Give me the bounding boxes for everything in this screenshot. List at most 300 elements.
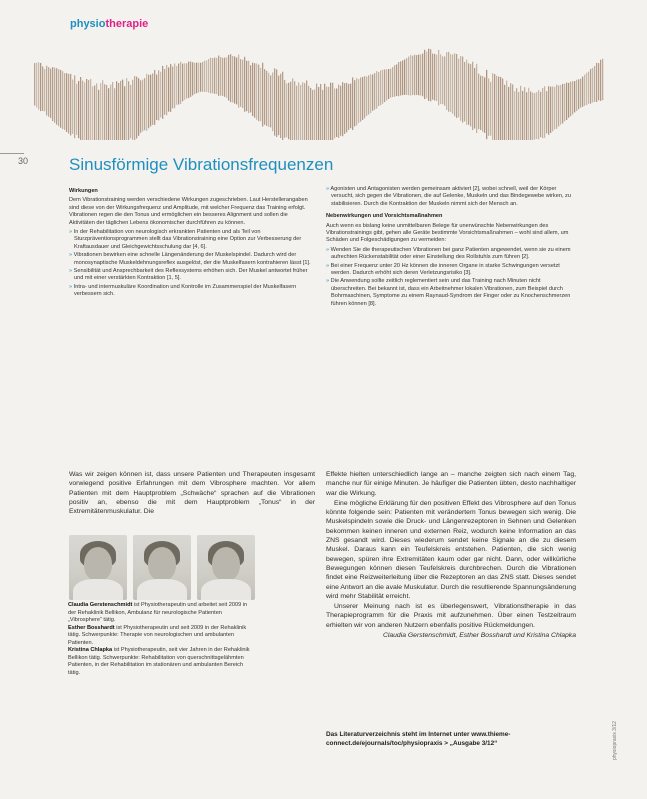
- spectrum-bar: [300, 85, 301, 140]
- section-label-part2: therapie: [105, 18, 149, 30]
- spectrum-bar: [356, 78, 357, 125]
- right-col-top-list: [326, 186, 576, 208]
- spectrum-bar: [202, 62, 203, 92]
- spectrum-bar: [216, 58, 217, 94]
- spectrum-bar: [140, 80, 141, 132]
- spectrum-bar: [334, 89, 335, 139]
- spectrum-bar: [264, 69, 265, 125]
- spectrum-bar: [148, 75, 149, 129]
- spectrum-bar: [342, 82, 343, 136]
- author-photo-1: [69, 535, 127, 600]
- spectrum-bar: [126, 78, 127, 140]
- spectrum-bar: [310, 88, 311, 140]
- author-caption: [68, 602, 253, 677]
- section-label-part1: physio: [70, 18, 106, 30]
- spectrum-bar: [382, 70, 383, 104]
- spectrum-bar: [210, 58, 211, 94]
- spectrum-bar: [192, 62, 193, 95]
- spectrum-bar: [176, 66, 177, 105]
- spectrum-bar: [554, 87, 555, 129]
- spectrum-bar: [484, 77, 485, 132]
- spectrum-bar: [118, 83, 119, 140]
- spectrum-bar: [298, 82, 299, 140]
- spectrum-bar: [388, 69, 389, 99]
- spectrum-bar: [512, 84, 513, 140]
- caption-text: ist Physiotherapeutin und seit 2009 in der Rehaklinik tätig. Schwerpunkte: Therapie von neurologischen und ambulanten Patienten.: [68, 624, 247, 646]
- spectrum-bar: [46, 66, 47, 116]
- spectrum-bar: [578, 79, 579, 109]
- article-title: Sinusförmige Vibrationsfrequenzen: [69, 155, 334, 174]
- spectrum-bar: [56, 68, 57, 125]
- spectrum-bar: [204, 61, 205, 92]
- left-info-column: [69, 186, 313, 300]
- spectrum-bar: [48, 67, 49, 117]
- spectrum-bar: [134, 76, 135, 140]
- spectrum-bar: [506, 80, 507, 140]
- spectrum-bar: [244, 57, 245, 112]
- spectrum-bar: [256, 64, 257, 120]
- spectrum-bar: [110, 85, 111, 140]
- spectrum-bar: [44, 69, 45, 111]
- caption-entry: [68, 647, 253, 677]
- spectrum-bar: [160, 72, 161, 118]
- spectrum-bar: [376, 71, 377, 109]
- spectrum-bar: [174, 63, 175, 108]
- spectrum-bar: [130, 85, 131, 138]
- spectrum-bar: [586, 73, 587, 105]
- body-paragraph: Effekte hielten unterschiedlich lange an – manche zeigten sich nach einem Tag, manche nur für einige Minuten. Je häufiger die Patienten übten, desto nachhaltiger war die Wirkung.: [326, 471, 576, 497]
- spectrum-bar: [72, 79, 73, 133]
- spectrum-bar: [570, 82, 571, 117]
- spectrum-bar: [94, 85, 95, 140]
- right-col-intro: Auch wenn es bislang keine unmittelbaren Belege für unerwünschte Nebenwirkungen des Vibrationstrainings gibt, gehen alle Geräte bestimmte Vorsichtsmaßnahmen – wohl sind allem, um Schäden und Folgeschädigungen zu vermeiden:: [326, 222, 569, 244]
- spectrum-bar: [340, 86, 341, 136]
- spectrum-bar: [320, 84, 321, 140]
- spectrum-bar: [520, 86, 521, 140]
- spectrum-bar: [486, 70, 487, 139]
- spectrum-bar: [412, 56, 413, 95]
- spectrum-bar: [454, 53, 455, 116]
- spectrum-bar: [180, 62, 181, 104]
- spectrum-bar: [434, 54, 435, 101]
- left-col-list: [69, 229, 313, 299]
- spectrum-bar: [378, 72, 379, 106]
- body-paragraph: Eine mögliche Erklärung für den positiven Effekt des Vibrosphere auf den Tonus könnte folgende sein: Patienten mit verändertem Tonus bewegen sich wenig. Die Muskelspindeln sowie die Druck- und Längenrezeptoren in Sehnen und Gelenken bekommen keinen inneren und externen Reiz, wodurch keine Information an das ZNS gesandt wird. Dieses wiederum sendet keine Signale an die zu diesem Muskel. Daraus kann ein Teufelskreis entstehen. Patienten, die sich wenig bewegen, spüren ihre Extremitäten kaum oder gar nicht. Dann, oder willkürliche Bewegungen können diesen Teufelskreis durchbrechen. Durch die Vibrationen findet eine Reizweiterleitung über die Rezeptoren an das ZNS statt. Dieses sendet eine Antwort an die avale Muskulatur. Durch die resultierende Spannungsänderung wird mehr Stabilität erreicht.: [326, 499, 576, 600]
- spectrum-bar: [190, 62, 191, 97]
- spectrum-bar: [490, 82, 491, 136]
- spectrum-bar: [562, 84, 563, 124]
- spectrum-bar: [504, 85, 505, 140]
- spectrum-bar: [116, 81, 117, 140]
- spectrum-bar: [166, 65, 167, 115]
- spectrum-bar: [450, 54, 451, 112]
- spectrum-bar: [398, 62, 399, 96]
- spectrum-bar: [316, 84, 317, 140]
- spectrum-bar: [336, 88, 337, 137]
- right-info-column: [326, 186, 576, 309]
- spectrum-bar: [282, 72, 283, 140]
- spectrum-bar: [78, 81, 79, 138]
- spectrum-bar: [502, 79, 503, 140]
- spectrum-bar: [348, 84, 349, 130]
- spectrum-bar: [414, 55, 415, 95]
- spectrum-bar: [250, 65, 251, 112]
- spectrum-bar: [558, 85, 559, 126]
- spectrum-bar: [552, 87, 553, 132]
- spectrum-bar: [410, 55, 411, 96]
- spectrum-bar: [248, 61, 249, 113]
- spectrum-bar: [76, 84, 77, 135]
- spectrum-bar: [214, 58, 215, 94]
- spectrum-bar: [108, 88, 109, 140]
- spectrum-bar: [540, 92, 541, 137]
- spectrum-bar: [182, 64, 183, 102]
- main-text-right: [326, 470, 576, 641]
- spectrum-bar: [272, 72, 273, 131]
- spectrum-bar: [368, 75, 369, 114]
- spectrum-bar: [124, 86, 125, 140]
- spectrum-bar: [114, 88, 115, 140]
- spectrum-bar: [546, 91, 547, 133]
- spectrum-bar: [138, 78, 139, 136]
- spectrum-bar: [452, 54, 453, 113]
- spectrum-bar: [196, 63, 197, 94]
- spectrum-bar: [102, 80, 103, 140]
- spectrum-bar: [422, 54, 423, 97]
- spectrum-bar: [440, 54, 441, 104]
- spectrum-bar: [574, 81, 575, 112]
- spectrum-bar: [230, 54, 231, 102]
- spectrum-bar: [386, 69, 387, 100]
- spectrum-bar: [306, 80, 307, 140]
- spectrum-bar: [394, 65, 395, 97]
- spectrum-bar: [58, 69, 59, 126]
- spectrum-bar: [84, 82, 85, 140]
- spectrum-bar: [158, 70, 159, 120]
- spectrum-bar: [514, 91, 515, 140]
- spectrum-bar: [470, 64, 471, 126]
- spectrum-bar: [374, 73, 375, 109]
- spectrum-bar: [184, 63, 185, 99]
- spectrum-bar: [286, 83, 287, 137]
- caption-text: ist Physiotherapeutin, seit vier Jahren in der Rehaklinik Bellikon tätig. Schwerpunkte: Rehabilitation von querschnittsgelähmten Patienten, in der Rehabilitation im stationären und ambulanten Bereich tätig.: [68, 647, 250, 676]
- spectrum-bar: [566, 83, 567, 120]
- body-paragraph: Unserer Meinung nach ist es überlegenswert, Vibrationstherapie in das Therapieprogramm für die Praxis mit aufzunehmen. Über einen Testzeitraum erhielten wir von anderen Nutzern ebenfalls positive Rückmeldungen.: [326, 603, 576, 629]
- spectrum-bar: [290, 82, 291, 140]
- spectrum-bar: [408, 57, 409, 96]
- spectrum-bar: [170, 64, 171, 112]
- list-item: » Die Anwendung sollte zeitlich reglementiert sein und das Training nach Minuten nicht überschreiten. Bei bekannt ist, dass ein Arbeitnehmer lokalen Vibrationen, zum Beispiel durch Bohrmaschinen, Symptome zu einem Raynaud-Syndrom der Finger oder zu Knochenschmerzen führen können [8].: [326, 278, 576, 308]
- caption-name: Kristina Chlapka: [68, 647, 113, 653]
- spectrum-bar: [384, 69, 385, 102]
- spectrum-bar: [396, 64, 397, 96]
- spectrum-bar: [70, 74, 71, 136]
- spectrum-bar: [406, 58, 407, 95]
- spectrum-bar: [288, 83, 289, 139]
- spectrum-bar: [328, 87, 329, 140]
- spectrum-bar: [476, 64, 477, 133]
- spectrum-bar: [268, 73, 269, 127]
- spectrum-bar: [360, 77, 361, 121]
- spectrum-bar: [200, 63, 201, 92]
- left-col-heading: Wirkungen: [69, 188, 98, 194]
- spectrum-wave-image: [34, 40, 604, 140]
- spectrum-bar: [82, 81, 83, 140]
- spectrum-bar: [496, 76, 497, 140]
- spectrum-bar: [366, 77, 367, 116]
- spectrum-bar: [436, 55, 437, 101]
- spectrum-bar: [66, 73, 67, 132]
- spectrum-bar: [90, 79, 91, 140]
- list-item: » Bei einer Frequenz unter 20 Hz können die inneren Organe in starke Schwingungen versetzt werden. Dadurch erhöht sich deren Verletzungsrisiko [3].: [326, 263, 576, 278]
- list-item: » In der Rehabilitation von neurologisch erkrankten Patienten und als Teil von Sturzpräventionsprogrammen stellt das Vibrationstraining eine Option zur Verbesserung der Kraftausdauer und Gleichgewichtsschulung dar [4, 6].: [69, 229, 313, 251]
- caption-name: Esther Bosshardt: [68, 624, 115, 631]
- spectrum-bar: [222, 58, 223, 96]
- spectrum-bar: [156, 75, 157, 120]
- list-item: » Intra- und intermuskuläre Koordination und Kontrolle im Zusammenspiel der Muskelfasern verbessern sich.: [69, 284, 313, 299]
- spectrum-bar: [364, 76, 365, 118]
- spectrum-bar: [144, 78, 145, 130]
- spectrum-bar: [92, 86, 93, 140]
- spectrum-bar: [560, 85, 561, 125]
- spectrum-bar: [474, 68, 475, 129]
- spectrum-bar: [314, 89, 315, 140]
- spectrum-bar: [594, 66, 595, 102]
- spectrum-bar: [62, 71, 63, 129]
- spectrum-bar: [392, 67, 393, 97]
- spectrum-bar: [446, 52, 447, 110]
- spectrum-bar: [428, 49, 429, 101]
- spectrum-bar: [128, 81, 129, 140]
- spectrum-bar: [296, 86, 297, 140]
- author-signature: Claudia Gerstenschmidt, Esther Bosshardt und Kristina Chlapka: [382, 632, 576, 640]
- spectrum-bar: [168, 67, 169, 111]
- spectrum-bar: [240, 59, 241, 107]
- spectrum-bar: [462, 57, 463, 123]
- spectrum-bar: [246, 61, 247, 111]
- spectrum-bar: [532, 93, 533, 140]
- left-col-intro: Dem Vibrationstraining werden verschiedene Wirkungen zugeschrieben. Laut Herstellerangaben sind diese von der Wirkungsfrequenz und Amplitude, mit welcher Frequenz das Training erfolgt. Vibrationen regen die den Tonus und ermöglichen ein besseres Alignment und sollen die Aktivitäten der täglichen Lebens ökonomischer durchführen zu können.: [69, 197, 308, 226]
- spectrum-bar: [206, 60, 207, 91]
- caption-name: Claudia Gerstenschmidt: [68, 602, 133, 608]
- spectrum-bar: [420, 54, 421, 95]
- list-item: » Vibrationen bewirken eine schnelle Längenänderung der Muskelspindel. Dadurch wird der monosynaptische Muskeldehnungsreflex ausgelöst, der die Muskelfasern kontrahieren lässt [1].: [69, 252, 313, 267]
- spectrum-bar: [358, 79, 359, 123]
- spectrum-bar: [538, 90, 539, 139]
- spectrum-bar: [212, 58, 213, 93]
- spectrum-bar: [120, 81, 121, 140]
- spectrum-bar: [550, 87, 551, 133]
- caption-entry: [68, 602, 253, 625]
- spectrum-bar: [362, 77, 363, 120]
- spectrum-bar: [448, 52, 449, 112]
- spectrum-bar: [438, 50, 439, 105]
- spectrum-bar: [548, 86, 549, 135]
- spectrum-bar: [588, 72, 589, 104]
- spectrum-bar: [390, 69, 391, 98]
- spectrum-bar: [208, 59, 209, 93]
- spectrum-bar: [226, 57, 227, 98]
- spectrum-bar: [346, 83, 347, 132]
- spectrum-bar: [596, 63, 597, 102]
- spectrum-bar: [352, 77, 353, 130]
- spectrum-bar: [564, 84, 565, 122]
- spectrum-bar: [510, 83, 511, 140]
- spectrum-bar: [426, 52, 427, 99]
- spectrum-bar: [472, 62, 473, 130]
- spectrum-bar: [592, 68, 593, 103]
- spectrum-bar: [270, 75, 271, 127]
- spectrum-bar: [370, 74, 371, 113]
- spectrum-bar: [254, 63, 255, 118]
- list-item: » Wenden Sie die therapeutischen Vibrationen bei ganz Patienten angewendet, wenn sie zu einem aufrechten Rückenstabilität oder einer Einstellung des Rollstuhls zum führen [2].: [326, 247, 576, 262]
- spectrum-bar: [534, 93, 535, 139]
- spectrum-bar: [460, 56, 461, 121]
- author-photo-2: [133, 535, 191, 600]
- spectrum-bar: [266, 71, 267, 126]
- spectrum-bar: [478, 74, 479, 129]
- spectrum-bar: [488, 79, 489, 136]
- caption-entry: [68, 625, 253, 648]
- spectrum-bar: [218, 56, 219, 96]
- spectrum-bar: [430, 49, 431, 101]
- spectrum-bar: [400, 61, 401, 95]
- spectrum-bar: [466, 60, 467, 125]
- spectrum-bar: [312, 90, 313, 140]
- spectrum-bar: [464, 62, 465, 122]
- spectrum-bar: [602, 59, 603, 100]
- spectrum-bar: [258, 65, 259, 122]
- spectrum-bar: [40, 63, 41, 111]
- main-text-left: [69, 470, 315, 517]
- spectrum-bar: [354, 80, 355, 126]
- spectrum-bar: [444, 56, 445, 105]
- spectrum-bar: [584, 75, 585, 106]
- page-edge-mark: [0, 153, 24, 154]
- spectrum-bar: [332, 83, 333, 140]
- spectrum-bar: [468, 63, 469, 124]
- spectrum-bar: [498, 77, 499, 140]
- spectrum-bar: [482, 76, 483, 132]
- spectrum-bar: [416, 55, 417, 95]
- spectrum-bar: [242, 60, 243, 108]
- spectrum-bar: [518, 92, 519, 140]
- spectrum-bar: [104, 84, 105, 140]
- spectrum-bar: [220, 57, 221, 95]
- spectrum-bar: [404, 59, 405, 94]
- spectrum-bar: [418, 55, 419, 96]
- spectrum-bar: [36, 63, 37, 108]
- spectrum-bar: [324, 84, 325, 140]
- spectrum-bar: [194, 63, 195, 94]
- spectrum-bar: [326, 87, 327, 140]
- spectrum-bar: [60, 70, 61, 128]
- spectrum-bar: [236, 58, 237, 105]
- spectrum-bar: [590, 69, 591, 104]
- spectrum-bar: [480, 76, 481, 130]
- spectrum-bar: [186, 63, 187, 98]
- spectrum-bar: [516, 88, 517, 140]
- list-item: » Agonisten und Antagonisten werden gemeinsam aktiviert [2], wobei schnell, weil der Körper versucht, sich gegen die Vibrationen, die auf Gelenke, Muskeln und das Bindegewebe wirken, zu stabilisieren. Durch die Kontraktion der Muskeln nimmt sich der Mensch an.: [326, 186, 576, 208]
- spectrum-bar: [142, 80, 143, 132]
- spectrum-bar: [122, 80, 123, 140]
- spectrum-bar: [524, 87, 525, 140]
- author-photo-3: [197, 535, 255, 600]
- spectrum-bar: [544, 86, 545, 138]
- spectrum-bar: [284, 80, 285, 138]
- spectrum-bar: [178, 64, 179, 105]
- spectrum-bar: [106, 85, 107, 140]
- spectrum-bar: [526, 92, 527, 140]
- spectrum-bar: [600, 60, 601, 101]
- spectrum-bar: [38, 62, 39, 109]
- spectrum-bar: [494, 74, 495, 140]
- section-label: [70, 18, 148, 30]
- spectrum-bar: [308, 86, 309, 140]
- spectrum-bar: [154, 70, 155, 125]
- caption-text: ist Physiotherapeutin und arbeitet seit 2009 in der Rehaklinik Bellikon, Ambulanz für neurologische Patienten „Vibrosphere“ tätig.: [68, 602, 248, 623]
- spectrum-bar: [380, 70, 381, 105]
- spectrum-bar: [508, 87, 509, 140]
- spectrum-bar: [424, 50, 425, 99]
- spectrum-bar: [576, 80, 577, 111]
- spectrum-bar: [50, 69, 51, 119]
- spectrum-bar: [280, 74, 281, 138]
- spectrum-bar: [80, 77, 81, 140]
- spectrum-bar: [98, 90, 99, 140]
- spectrum-bar: [458, 59, 459, 118]
- spectrum-bar: [112, 82, 113, 140]
- spectrum-bar: [556, 85, 557, 129]
- spectrum-bar: [276, 69, 277, 136]
- spectrum-bar: [302, 82, 303, 140]
- spectrum-bar: [100, 83, 101, 140]
- right-col-heading: Nebenwirkungen und Vorsichtsmaßnahmen: [326, 213, 443, 220]
- spectrum-bar: [582, 77, 583, 107]
- spectrum-bar: [536, 92, 537, 139]
- spectrum-bar: [318, 87, 319, 140]
- spectrum-bar: [86, 79, 87, 140]
- spectrum-bar: [88, 80, 89, 140]
- spectrum-bar: [402, 60, 403, 95]
- page-number: 30: [18, 156, 29, 166]
- spectrum-bar: [580, 79, 581, 108]
- spectrum-bar: [252, 63, 253, 116]
- literature-link[interactable]: Das Literaturverzeichnis steht im Internet unter www.thieme-connect.de/ejournals/toc/physiopraxis > „Ausgabe 3/12“: [326, 731, 511, 747]
- spectrum-bar: [338, 85, 339, 138]
- spectrum-bar: [146, 74, 147, 131]
- spectrum-bar: [262, 63, 263, 127]
- spectrum-bar: [568, 83, 569, 118]
- spectrum-bar: [522, 91, 523, 140]
- spectrum-bar: [432, 54, 433, 100]
- right-col-list: [326, 247, 576, 308]
- spectrum-bar: [330, 83, 331, 140]
- spectrum-bar: [598, 63, 599, 100]
- body-paragraph: Was wir zeigen können ist, dass unsere Patienten und Therapeuten insgesamt vorwiegend positive Erfahrungen mit dem Vibrosphere machten. Vor allem Patienten mit dem Hauptproblem „Schwäche“ sprachen auf die Vibrationen positiv an, ebenso die mit dem Hauptproblem „Tonus“ in der Extremitätenmuskulatur. Die: [69, 471, 315, 516]
- spectrum-bar: [528, 88, 529, 140]
- spectrum-bar: [530, 92, 531, 140]
- spectrum-bar: [164, 69, 165, 115]
- spectrum-bar: [492, 73, 493, 140]
- spectrum-bar: [234, 56, 235, 103]
- sidebar-journal-text: physiopraxis 3/12: [612, 721, 618, 760]
- spectrum-bar: [34, 63, 35, 105]
- spectrum-bar: [344, 83, 345, 134]
- spectrum-bar: [172, 66, 173, 108]
- spectrum-bar: [278, 76, 279, 135]
- spectrum-bar: [456, 54, 457, 118]
